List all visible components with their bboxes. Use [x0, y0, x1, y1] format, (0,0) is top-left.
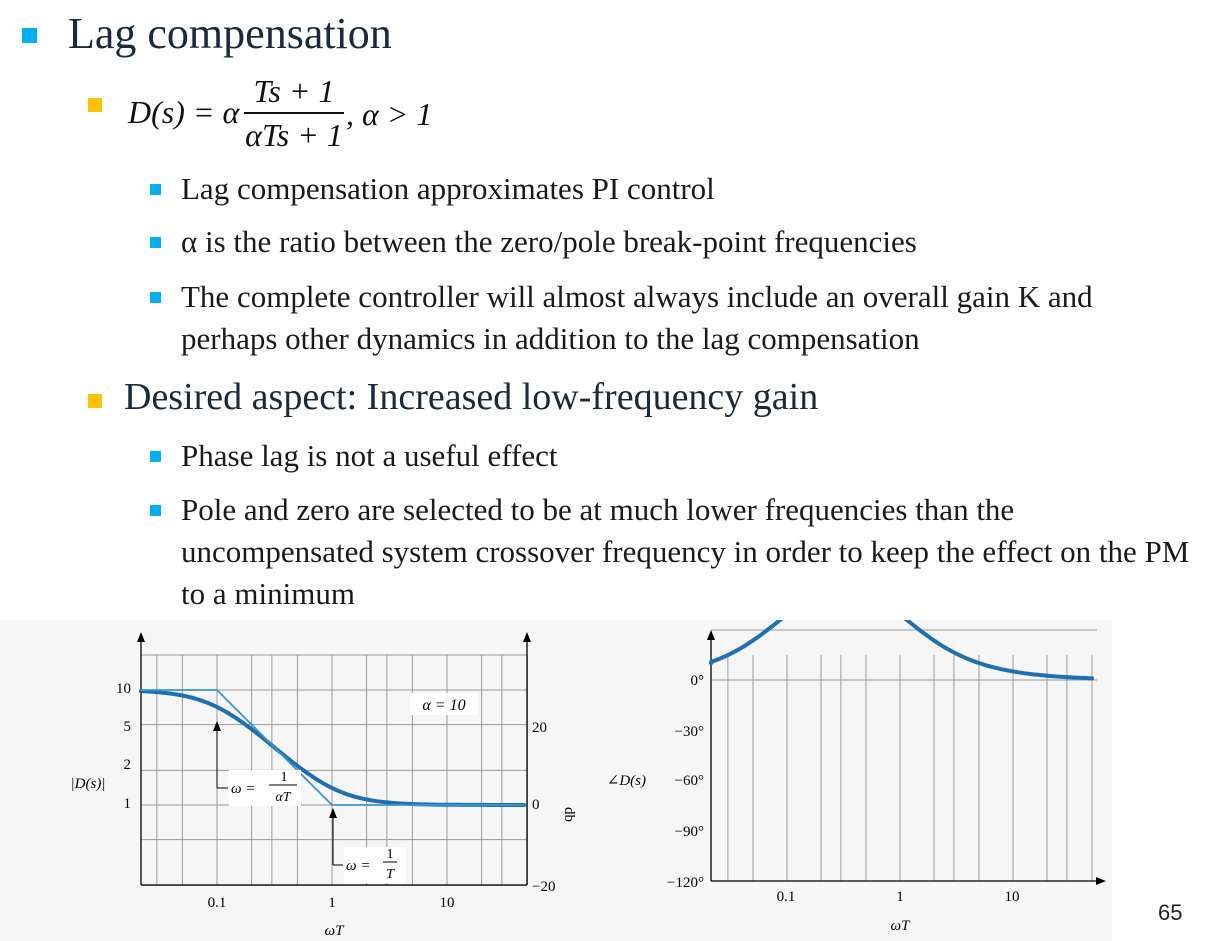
- y-tick-label: −60°: [674, 773, 704, 789]
- alpha-annotation: α = 10: [422, 697, 466, 714]
- equation-condition: , α > 1: [346, 96, 433, 132]
- bullet-marker: [150, 292, 161, 303]
- bullet-text: Lag compensation approximates PI control: [181, 171, 715, 206]
- right-tick-label: 20: [532, 720, 547, 736]
- equation-fraction: [244, 72, 344, 154]
- equation-lhs: D(s) = α: [128, 94, 240, 130]
- omega-annotation: ω =: [231, 781, 256, 797]
- right-axis-label: db: [561, 807, 577, 822]
- omega-annotation: 1: [386, 847, 394, 862]
- omega-annotation: T: [386, 867, 394, 882]
- y-tick-label: −90°: [674, 824, 704, 840]
- x-tick-label: 0.1: [776, 889, 796, 905]
- plot-background: [592, 620, 1112, 941]
- fraction-bar: [244, 112, 344, 114]
- y-tick-label: −30°: [674, 724, 704, 740]
- right-tick-label: −20: [532, 879, 556, 895]
- bullet-marker: [88, 394, 102, 408]
- bullet-marker: [150, 184, 161, 195]
- x-tick-label: 1: [896, 889, 904, 905]
- omega-annotation: ω =: [346, 858, 371, 874]
- y-tick-label: 10: [116, 681, 131, 697]
- bullet-marker: [150, 237, 161, 248]
- bullet-marker: [150, 451, 161, 462]
- magnitude-plot: [0, 620, 620, 941]
- x-tick-label: 10: [439, 895, 455, 911]
- omega-annotation: αT: [275, 790, 291, 805]
- x-tick-label: 1: [328, 895, 336, 911]
- y-tick-label: 2: [123, 757, 131, 773]
- y-tick-label: 5: [123, 719, 131, 735]
- bullet-text: α is the ratio between the zero/pole break-point frequencies: [181, 224, 917, 259]
- omega-annotation: 1: [280, 770, 288, 785]
- y-tick-label: 0°: [690, 673, 704, 689]
- right-tick-label: 0: [532, 797, 540, 813]
- phase-plot: [592, 620, 1112, 941]
- slide-title: Lag compensation: [68, 9, 392, 58]
- equation-numerator: Ts + 1: [253, 73, 335, 109]
- bullet-marker: [150, 505, 161, 516]
- bullet-marker: [88, 98, 102, 112]
- bullet-text: Phase lag is not a useful effect: [181, 438, 558, 473]
- x-axis-label: ωT: [890, 918, 910, 934]
- y-tick-label: 1: [123, 796, 131, 812]
- x-tick-label: 0.1: [207, 895, 227, 911]
- x-axis-label: ωT: [324, 923, 344, 939]
- section-heading: Desired aspect: Increased low-frequency gain: [124, 376, 819, 418]
- page-number: 65: [1158, 900, 1183, 925]
- equation-denominator: αTs + 1: [245, 117, 343, 153]
- bullet-text: Pole and zero are selected to be at much lower frequencies than the uncompensated system crossover frequency in order to keep the effect on the PM to a minimum: [181, 492, 1190, 611]
- x-tick-label: 10: [1004, 889, 1020, 905]
- bullet-text: The complete controller will almost always include an overall gain K and perhaps other dynamics in addition to the lag compensation: [181, 279, 1093, 356]
- y-tick-label: −120°: [667, 875, 704, 891]
- y-axis-label: ∠D(s): [606, 773, 646, 789]
- y-axis-label: |D(s)|: [70, 776, 106, 792]
- bullet-marker: [22, 28, 37, 43]
